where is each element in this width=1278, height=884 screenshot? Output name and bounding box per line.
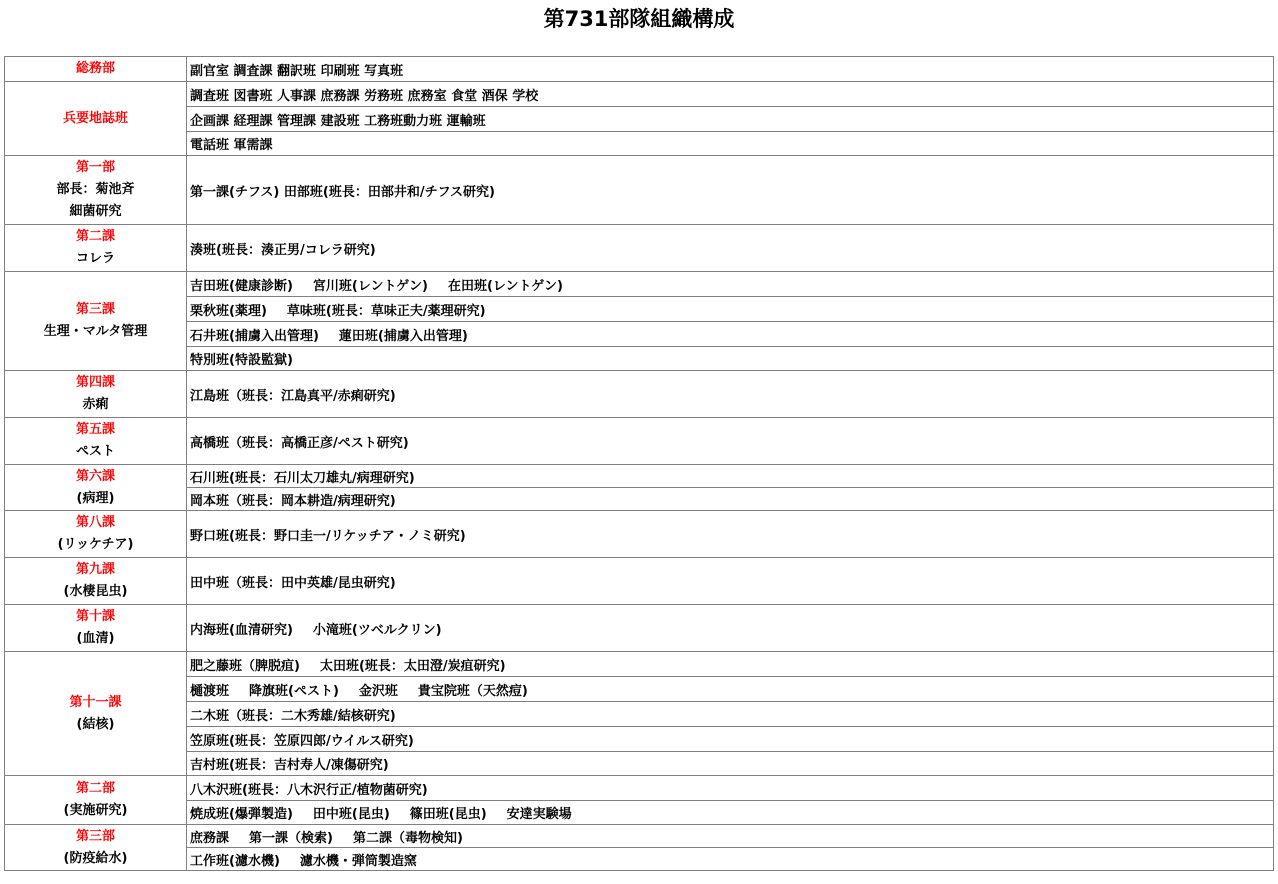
table-row: [5, 848, 1274, 871]
unit-text: 草味班(班長：草味正夫/薬理研究): [286, 303, 486, 319]
table-row: [5, 752, 1274, 776]
table-row: [5, 727, 1274, 752]
department-cell: [5, 418, 187, 465]
unit-text: 調査班 図書班 人事課 庶務課 労務班 庶務室 食堂 酒保 学校: [190, 88, 539, 104]
unit-text: 蓮田班(捕虜入出管理): [338, 328, 468, 344]
department-cell: [5, 225, 187, 272]
unit-cell: [187, 752, 1274, 776]
unit-text: 肥之藤班（脾脱疽): [190, 658, 300, 674]
unit-text: 石井班(捕虜入出管理): [190, 328, 319, 344]
unit-text: 特別班(特設監獄): [190, 353, 293, 368]
department-name: 第三部: [75, 828, 115, 844]
department-subtitle: (結核): [76, 716, 115, 732]
organization-table: [4, 56, 1274, 871]
department-cell: [5, 558, 187, 605]
unit-cell: [187, 322, 1274, 347]
unit-cell: [187, 605, 1274, 652]
table-row: [5, 272, 1274, 297]
department-subtitle: (血清): [76, 631, 115, 646]
department-name: 第二部: [75, 781, 115, 796]
department-cell: [5, 652, 187, 776]
table-row: [5, 825, 1274, 848]
department-subtitle: 部長：菊池斉: [56, 182, 135, 197]
department-subtitle: (リッケチア): [57, 537, 134, 552]
unit-cell: [187, 465, 1274, 488]
unit-cell: [187, 727, 1274, 752]
unit-text: 濾水機・弾筒製造窯: [299, 853, 417, 869]
department-cell: [5, 57, 187, 82]
unit-text: 湊班(班長：湊正男/コレラ研究): [190, 242, 376, 258]
table-row: [5, 371, 1274, 418]
unit-text: 八木沢班(班長：八木沢行正/植物菌研究): [190, 782, 428, 798]
department-cell: [5, 825, 187, 871]
table-row: [5, 418, 1274, 465]
table-row: [5, 605, 1274, 652]
unit-text: 副官室 調査課 翻訳班 印刷班 写真班: [190, 63, 404, 79]
unit-cell: [187, 652, 1274, 677]
table-row: [5, 57, 1274, 82]
unit-cell: [187, 801, 1274, 825]
department-subtitle: コレラ: [75, 251, 115, 266]
unit-cell: [187, 82, 1274, 107]
table-row: [5, 82, 1274, 107]
unit-cell: [187, 57, 1274, 82]
table-row: [5, 225, 1274, 272]
department-cell: [5, 371, 187, 418]
unit-text: 第一課(チフス) 田部班(班長：田部井和/チフス研究): [190, 184, 495, 200]
department-subtitle: 細菌研究: [69, 204, 122, 219]
table-row: [5, 132, 1274, 156]
unit-cell: [187, 418, 1274, 465]
unit-cell: [187, 107, 1274, 132]
table-row: [5, 488, 1274, 511]
unit-text: 貴宝院班（天然痘): [417, 683, 528, 699]
unit-cell: [187, 371, 1274, 418]
department-subtitle: (水棲昆虫): [63, 584, 128, 599]
department-cell: [5, 465, 187, 511]
unit-cell: [187, 132, 1274, 156]
unit-text: 野口班(班長：野口圭一/リケッチア・ノミ研究): [190, 528, 466, 544]
table-row: [5, 702, 1274, 727]
unit-text: 田中班(昆虫): [312, 807, 390, 822]
unit-cell: [187, 702, 1274, 727]
department-subtitle: (防疫給水): [63, 850, 128, 866]
unit-cell: [187, 776, 1274, 801]
unit-cell: [187, 558, 1274, 605]
unit-text: 電話班 軍需課: [190, 138, 273, 153]
table-row: [5, 801, 1274, 825]
unit-text: 田中班（班長：田中英雄/昆虫研究): [190, 575, 396, 591]
unit-text: 宮川班(レントゲン): [312, 278, 428, 294]
table-row: [5, 156, 1274, 225]
unit-text: 高橋班（班長：高橋正彦/ペスト研究): [190, 435, 409, 451]
unit-text: 吉村班(班長：吉村寿人/凍傷研究): [190, 758, 389, 773]
page-title: 第731部隊組織構成: [543, 7, 735, 31]
department-name: 第六課: [75, 468, 115, 484]
unit-cell: [187, 677, 1274, 702]
department-name: 第一部: [75, 160, 115, 175]
unit-text: 岡本班（班長：岡本耕造/病理研究): [190, 493, 396, 509]
unit-text: 樋渡班: [190, 683, 230, 699]
department-name: 第五課: [75, 422, 115, 437]
department-name: 第八課: [75, 515, 115, 530]
department-subtitle: 生理・マルタ管理: [43, 324, 148, 339]
unit-cell: [187, 825, 1274, 848]
department-name: 第十一課: [69, 694, 122, 710]
table-row: [5, 511, 1274, 558]
unit-text: 二木班（班長：二木秀雄/結核研究): [190, 708, 396, 724]
unit-text: 安達実験場: [506, 807, 572, 822]
unit-text: 第二課（毒物検知): [352, 830, 463, 846]
unit-cell: [187, 272, 1274, 297]
unit-cell: [187, 511, 1274, 558]
department-subtitle: (実施研究): [63, 803, 128, 818]
table-row: [5, 652, 1274, 677]
unit-text: 江島班（班長：江島真平/赤痢研究): [190, 388, 396, 404]
unit-text: 焼成班(爆弾製造): [190, 807, 293, 822]
unit-text: 企画課 経理課 管理課 建設班 工務班動力班 運輸班: [190, 113, 486, 129]
department-cell: [5, 605, 187, 652]
unit-cell: [187, 488, 1274, 511]
unit-text: 篠田班(昆虫): [409, 807, 487, 822]
unit-text: 降旗班(ペスト): [249, 683, 339, 699]
department-cell: [5, 82, 187, 156]
department-cell: [5, 156, 187, 225]
department-name: 第四課: [75, 375, 115, 390]
department-cell: [5, 272, 187, 371]
department-subtitle: (病理): [76, 490, 115, 506]
table-row: [5, 776, 1274, 801]
unit-cell: [187, 225, 1274, 272]
table-row: [5, 107, 1274, 132]
department-name: 総務部: [75, 61, 115, 76]
table-row: [5, 465, 1274, 488]
unit-text: 第一課（検索): [249, 830, 333, 846]
unit-text: 在田班(レントゲン): [447, 278, 563, 294]
unit-cell: [187, 848, 1274, 871]
department-cell: [5, 776, 187, 825]
unit-cell: [187, 156, 1274, 225]
unit-text: 小滝班(ツベルクリン): [312, 622, 442, 638]
table-row: [5, 677, 1274, 702]
unit-cell: [187, 297, 1274, 322]
department-name: 第二課: [75, 229, 115, 244]
department-name: 第九課: [75, 562, 115, 577]
table-row: [5, 297, 1274, 322]
unit-cell: [187, 347, 1274, 371]
unit-text: 笠原班(班長：笠原四郎/ウイルス研究): [190, 733, 414, 749]
department-cell: [5, 511, 187, 558]
unit-text: 栗秋班(薬理): [190, 303, 267, 319]
table-row: [5, 558, 1274, 605]
department-subtitle: 赤痢: [82, 397, 109, 412]
unit-text: 金沢班: [358, 683, 398, 699]
table-row: [5, 322, 1274, 347]
unit-text: 庶務課: [190, 830, 230, 846]
unit-text: 石川班(班長：石川太刀雄丸/病理研究): [190, 470, 415, 486]
department-name: 第十課: [75, 609, 115, 624]
unit-text: 工作班(濾水機): [190, 853, 280, 869]
unit-text: 内海班(血清研究): [190, 622, 293, 638]
table-row: [5, 347, 1274, 371]
department-name: 第三課: [75, 302, 115, 317]
unit-text: 吉田班(健康診断): [190, 278, 293, 294]
unit-text: 太田班(班長：太田澄/炭疽研究): [319, 658, 506, 674]
department-name: 兵要地誌班: [62, 110, 128, 126]
department-subtitle: ペスト: [75, 444, 115, 459]
